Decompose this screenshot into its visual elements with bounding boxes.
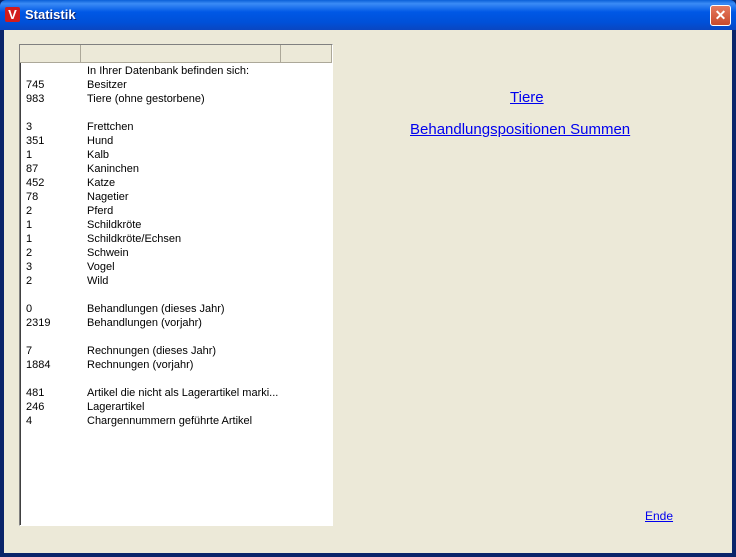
list-item[interactable]	[20, 92, 332, 106]
row-description: Pferd	[87, 205, 114, 217]
row-count: 4	[26, 415, 33, 427]
row-count: 7	[26, 345, 33, 357]
row-count: 1	[26, 233, 33, 245]
list-item[interactable]	[20, 78, 332, 92]
row-description: Chargennummern geführte Artikel	[87, 415, 253, 427]
row-count: 983	[26, 93, 45, 105]
row-count: 745	[26, 79, 45, 91]
row-description: Frettchen	[87, 121, 134, 133]
row-description: Rechnungen (dieses Jahr)	[87, 345, 217, 357]
statistics-list[interactable]	[19, 44, 333, 526]
row-count: 351	[26, 135, 45, 147]
app-logo-icon: V	[5, 7, 20, 22]
column-header-number[interactable]	[20, 45, 81, 63]
row-description: Vogel	[87, 261, 115, 273]
list-item[interactable]	[20, 176, 332, 190]
row-count: 78	[26, 191, 39, 203]
list-item[interactable]	[20, 260, 332, 274]
row-description: Schildkröte/Echsen	[87, 233, 182, 245]
row-description: Rechnungen (vorjahr)	[87, 359, 194, 371]
row-description: Nagetier	[87, 191, 129, 203]
row-count: 481	[26, 387, 45, 399]
row-description: In Ihrer Datenbank befinden sich:	[87, 65, 250, 77]
row-description: Schildkröte	[87, 219, 142, 231]
ende-link[interactable]: Ende	[645, 509, 674, 523]
list-item[interactable]	[20, 148, 332, 162]
list-item[interactable]	[20, 64, 332, 78]
list-item[interactable]	[20, 344, 332, 358]
list-item[interactable]	[20, 246, 332, 260]
row-description: Tiere (ohne gestorbene)	[87, 93, 205, 105]
list-item[interactable]	[20, 274, 332, 288]
row-description: Lagerartikel	[87, 401, 145, 413]
row-count: 2	[26, 247, 33, 259]
row-count: 2	[26, 205, 33, 217]
window-title: Statistik	[25, 7, 76, 22]
row-count: 3	[26, 121, 33, 133]
list-item[interactable]	[20, 288, 332, 302]
list-item[interactable]	[20, 414, 332, 428]
list-item[interactable]	[20, 316, 332, 330]
row-count: 246	[26, 401, 45, 413]
list-item[interactable]	[20, 190, 332, 204]
tiere-link[interactable]: Tiere	[510, 89, 544, 106]
row-description: Kaninchen	[87, 163, 139, 175]
row-description: Behandlungen (vorjahr)	[87, 317, 202, 329]
list-rows	[20, 64, 332, 428]
list-item[interactable]	[20, 386, 332, 400]
row-count: 1884	[26, 359, 51, 371]
list-item[interactable]	[20, 218, 332, 232]
list-item[interactable]	[20, 134, 332, 148]
list-item[interactable]	[20, 330, 332, 344]
row-description: Hund	[87, 135, 114, 147]
list-item[interactable]	[20, 162, 332, 176]
column-header-extra[interactable]	[281, 45, 332, 63]
row-description: Kalb	[87, 149, 110, 161]
list-item[interactable]	[20, 232, 332, 246]
row-count: 452	[26, 177, 45, 189]
title-bar[interactable]	[0, 0, 736, 30]
client-area	[4, 30, 732, 553]
row-description: Katze	[87, 177, 116, 189]
row-count: 3	[26, 261, 33, 273]
list-item[interactable]	[20, 120, 332, 134]
column-header-description[interactable]	[81, 45, 281, 63]
list-item[interactable]	[20, 106, 332, 120]
list-item[interactable]	[20, 400, 332, 414]
row-description: Artikel die nicht als Lagerartikel marki...	[87, 387, 279, 399]
row-count: 1	[26, 149, 33, 161]
list-item[interactable]	[20, 372, 332, 386]
row-description: Schwein	[87, 247, 129, 259]
row-count: 1	[26, 219, 33, 231]
row-description: Besitzer	[87, 79, 127, 91]
row-count: 0	[26, 303, 33, 315]
list-item[interactable]	[20, 302, 332, 316]
behandlungspositionen-summen-link[interactable]: Behandlungspositionen Summen	[410, 121, 631, 138]
list-item[interactable]	[20, 358, 332, 372]
close-button[interactable]: ✕	[710, 5, 731, 26]
row-description: Wild	[87, 275, 109, 287]
row-description: Behandlungen (dieses Jahr)	[87, 303, 225, 315]
row-count: 87	[26, 163, 39, 175]
row-count: 2	[26, 275, 33, 287]
list-item[interactable]	[20, 204, 332, 218]
row-count: 2319	[26, 317, 51, 329]
